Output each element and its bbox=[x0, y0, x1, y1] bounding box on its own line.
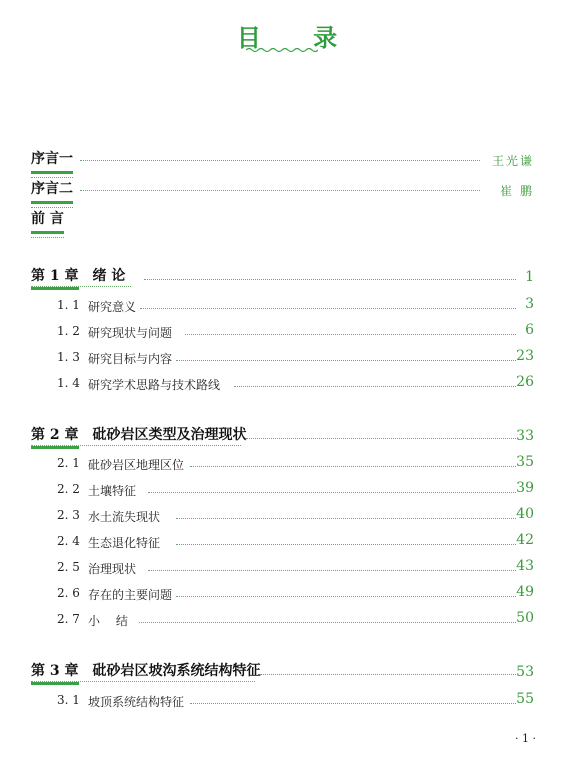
toc-chapter-3[interactable] bbox=[0, 660, 574, 682]
section-title: 存在的主要问题 bbox=[88, 586, 176, 603]
chapter-3-name: 砒砂岩区坡沟系统结构特征 bbox=[92, 663, 261, 679]
leader-dots bbox=[80, 160, 480, 161]
section-number: 2. 6 bbox=[57, 586, 80, 600]
section-title: 坡顶系统结构特征 bbox=[88, 693, 188, 710]
section-title: 水土流失现状 bbox=[88, 508, 164, 525]
toc-section-2-4[interactable] bbox=[0, 532, 574, 554]
preface-1-author: 王光谦 bbox=[491, 154, 534, 168]
section-number: 1. 1 bbox=[57, 298, 80, 312]
toc-section-1-2[interactable] bbox=[0, 322, 574, 344]
leader-dots bbox=[148, 492, 516, 493]
section-number: 2. 2 bbox=[57, 482, 80, 496]
chapter-1-heading bbox=[31, 265, 125, 285]
section-number: 2. 5 bbox=[57, 560, 80, 574]
toc-section-2-2[interactable] bbox=[0, 480, 574, 502]
section-page: 40 bbox=[516, 506, 534, 522]
section-number: 2. 4 bbox=[57, 534, 80, 548]
chapter-2-heading bbox=[31, 424, 247, 444]
chapter-2-name: 砒砂岩区类型及治理现状 bbox=[92, 427, 247, 443]
chapter-2-number: 第 2 章 bbox=[31, 424, 79, 444]
section-page: 43 bbox=[516, 558, 534, 574]
section-title: 砒砂岩区地理区位 bbox=[88, 456, 188, 473]
section-title: 生态退化特征 bbox=[88, 534, 164, 551]
section-number: 1. 2 bbox=[57, 324, 80, 338]
chapter-underline-dots bbox=[31, 445, 241, 446]
preface-2-label: 序言二 bbox=[31, 178, 73, 200]
toc-section-2-6[interactable] bbox=[0, 584, 574, 606]
chapter-underline-dots bbox=[31, 681, 255, 682]
page-title: 目 录 bbox=[236, 23, 360, 52]
section-number: 2. 3 bbox=[57, 508, 80, 522]
leader-dots bbox=[176, 544, 516, 545]
toc-section-1-3[interactable] bbox=[0, 348, 574, 370]
section-title: 研究现状与问题 bbox=[88, 324, 176, 341]
section-page: 50 bbox=[516, 610, 534, 626]
chapter-1-name: 绪 论 bbox=[92, 268, 126, 284]
toc-chapter-2[interactable] bbox=[0, 424, 574, 446]
leader-dots bbox=[80, 190, 480, 191]
title-wave-underline bbox=[246, 47, 318, 53]
toc-section-3-1[interactable] bbox=[0, 691, 574, 713]
section-title: 研究学术思路与技术路线 bbox=[88, 376, 224, 393]
leader-dots bbox=[190, 466, 516, 467]
section-page: 26 bbox=[516, 374, 534, 390]
chapter-underline-dots bbox=[31, 286, 131, 287]
section-number: 1. 3 bbox=[57, 350, 80, 364]
preface-1-label: 序言一 bbox=[31, 148, 73, 170]
leader-dots bbox=[185, 334, 516, 335]
section-page: 55 bbox=[516, 691, 534, 707]
leader-dots bbox=[176, 360, 516, 361]
leader-dots bbox=[148, 570, 516, 571]
chapter-1-page: 1 bbox=[525, 269, 534, 285]
chapter-2-page: 33 bbox=[516, 428, 534, 444]
section-title: 土壤特征 bbox=[88, 482, 140, 499]
section-page: 39 bbox=[516, 480, 534, 496]
section-title: 小 结 bbox=[88, 612, 138, 629]
section-title: 治理现状 bbox=[88, 560, 140, 577]
chapter-1-number: 第 1 章 bbox=[31, 265, 79, 285]
section-page: 42 bbox=[516, 532, 534, 548]
toc-section-2-1[interactable] bbox=[0, 454, 574, 476]
toc-entry-preface-1[interactable] bbox=[0, 148, 574, 170]
section-title: 研究意义 bbox=[88, 298, 140, 315]
section-page: 23 bbox=[516, 348, 534, 364]
foreword-label: 前 言 bbox=[31, 208, 64, 230]
toc-entry-preface-2[interactable] bbox=[0, 178, 574, 200]
leader-dots bbox=[246, 438, 516, 439]
chapter-3-page: 53 bbox=[516, 664, 534, 680]
toc-entry-foreword[interactable] bbox=[0, 208, 574, 230]
toc-chapter-1[interactable] bbox=[0, 265, 574, 287]
preface-2-author: 崔 鹏 bbox=[500, 184, 534, 198]
toc-section-2-7[interactable] bbox=[0, 610, 574, 632]
leader-dots bbox=[260, 674, 516, 675]
leader-dots bbox=[140, 308, 516, 309]
section-title: 研究目标与内容 bbox=[88, 350, 176, 367]
leader-dots bbox=[176, 518, 516, 519]
chapter-3-number: 第 3 章 bbox=[31, 660, 79, 680]
section-page: 3 bbox=[525, 296, 534, 312]
leader-dots bbox=[176, 596, 516, 597]
chapter-3-heading bbox=[31, 660, 261, 680]
toc-section-1-4[interactable] bbox=[0, 374, 574, 396]
leader-dots bbox=[134, 622, 516, 623]
section-number: 2. 1 bbox=[57, 456, 80, 470]
section-page: 49 bbox=[516, 584, 534, 600]
section-number: 2. 7 bbox=[57, 612, 80, 626]
page-number-footer: · 1 · bbox=[515, 732, 536, 745]
leader-dots bbox=[144, 279, 516, 280]
toc-section-2-3[interactable] bbox=[0, 506, 574, 528]
leader-dots bbox=[190, 703, 516, 704]
section-number: 1. 4 bbox=[57, 376, 80, 390]
section-number: 3. 1 bbox=[57, 693, 80, 707]
section-page: 6 bbox=[525, 322, 534, 338]
toc-section-1-1[interactable] bbox=[0, 296, 574, 318]
toc-section-2-5[interactable] bbox=[0, 558, 574, 580]
section-page: 35 bbox=[516, 454, 534, 470]
leader-dots bbox=[234, 386, 516, 387]
